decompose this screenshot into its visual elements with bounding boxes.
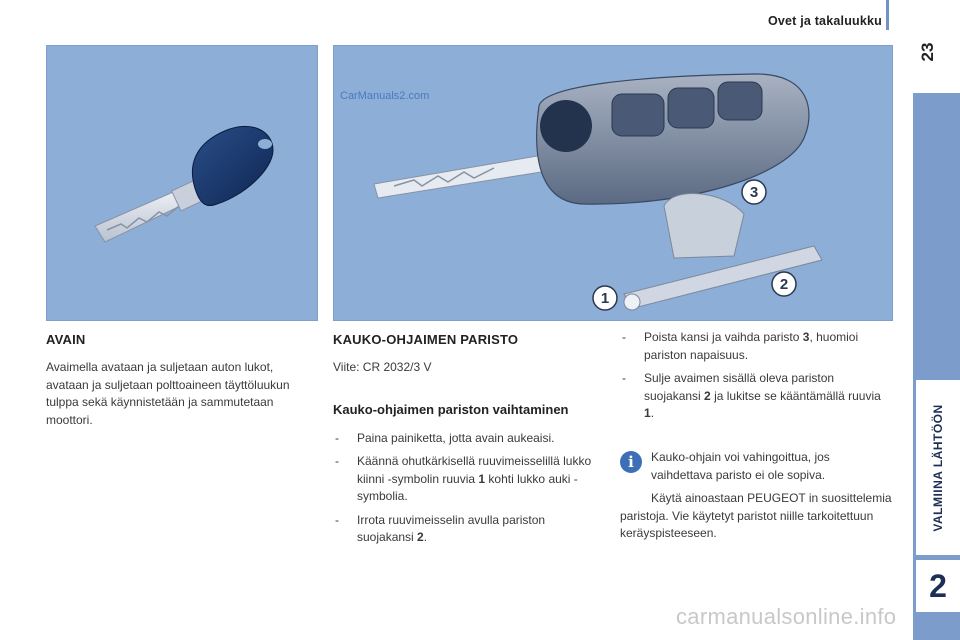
- remote-control-illustration: [333, 45, 893, 321]
- chapter-sidebar: [913, 93, 960, 640]
- callout-3: 3: [749, 184, 759, 201]
- running-header: Ovet ja takaluukku: [767, 14, 882, 28]
- list-item: - Poista kansi ja vaihda paristo 3, huomioi pariston napaisuus.: [620, 329, 892, 364]
- footer-watermark: carmanualsonline.info: [676, 604, 897, 629]
- section-title: VALMIINA LÄHTÖÖN: [931, 403, 945, 532]
- info-note-line2: Käytä ainoastaan PEUGEOT in suosittelemia paristoja. Vie käytetyt paristot niille tarkoitettuun keräyspisteeseen.: [620, 491, 892, 540]
- section-heading-avain: AVAIN: [46, 332, 86, 347]
- page-number: 23: [918, 42, 937, 62]
- section-heading-battery: KAUKO-OHJAIMEN PARISTO: [333, 332, 519, 347]
- list-item: - Paina painiketta, jotta avain aukeaisi.: [333, 430, 595, 448]
- list-item: - Sulje avaimen sisällä oleva pariston suojakansi 2 ja lukitse se kääntämällä ruuvia 1.: [620, 370, 892, 423]
- callout-2: 2: [779, 276, 789, 293]
- info-icon: i: [620, 451, 642, 473]
- replace-steps-list: [333, 430, 595, 547]
- image-watermark: CarManuals2.com: [340, 90, 430, 102]
- subheading-battery-replace: Kauko-ohjaimen pariston vaihtaminen: [333, 401, 569, 417]
- header-divider: [886, 0, 889, 30]
- info-note: [620, 449, 892, 543]
- info-note-line1: Kauko-ohjain voi vahingoittua, jos vaihdettava paristo ei ole sopiva.: [651, 450, 830, 482]
- battery-spec: Viite: CR 2032/3 V: [333, 360, 432, 374]
- list-item: - Käännä ohutkärkisellä ruuvimeisselillä lukko kiinni -symbolin ruuvia 1 kohti lukko auki -symbolia.: [333, 453, 595, 506]
- list-item: - Irrota ruuvimeisselin avulla pariston suojakansi 2.: [333, 512, 595, 547]
- avain-description: Avaimella avataan ja suljetaan auton lukot, avataan ja suljetaan polttoaineen täyttöluukun tulppa sekä käynnistetään ja sammutetaan moottori.: [46, 360, 290, 427]
- callout-1: 1: [600, 290, 610, 307]
- column-key: [46, 332, 306, 429]
- chapter-number-box: [916, 560, 960, 612]
- column-battery-cont: [620, 329, 892, 429]
- key-icon: [47, 46, 317, 320]
- chapter-number: 2: [929, 568, 947, 604]
- remote-key-icon: [334, 46, 892, 320]
- replace-steps-list-cont: [620, 329, 892, 423]
- column-battery: [333, 332, 595, 553]
- key-illustration: [46, 45, 318, 321]
